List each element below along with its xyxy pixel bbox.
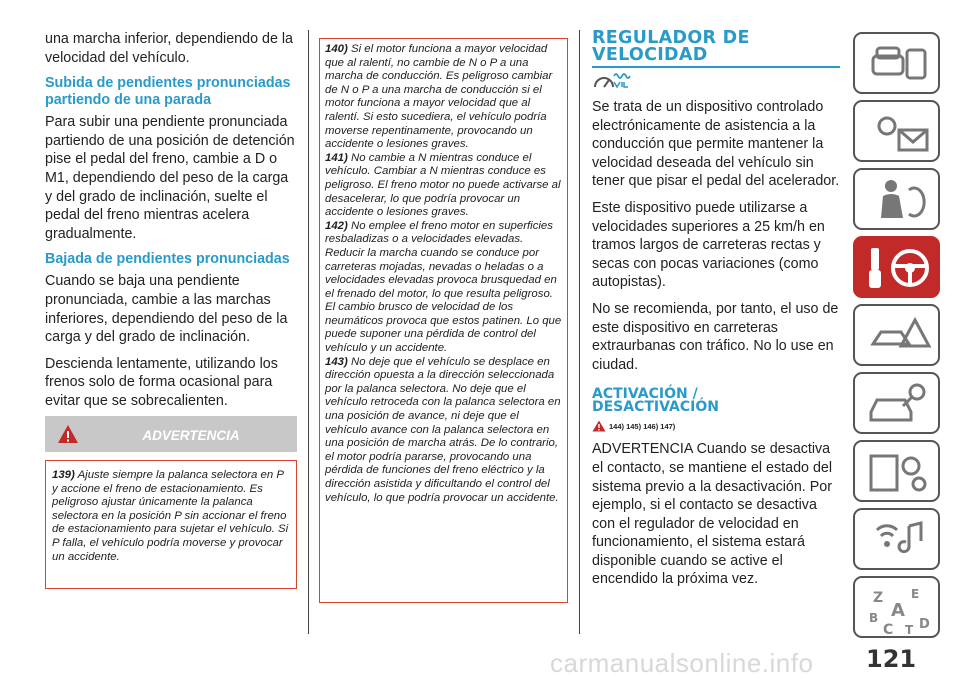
note-141 bbox=[325, 152, 562, 220]
uphill-subheading: Subida de pendientes pronunciadas partiendo de una parada bbox=[45, 75, 291, 109]
note-142 bbox=[325, 220, 562, 356]
svg-text:E: E bbox=[911, 587, 920, 601]
note-number: 141) bbox=[325, 151, 348, 164]
page-number: 121 bbox=[866, 645, 917, 673]
car-maintenance-icon bbox=[855, 374, 942, 436]
svg-text:C: C bbox=[883, 622, 894, 638]
cruise-recommendation: No se recomienda, por tanto, el uso de este dispositivo en carreteras extraurbanas con tráfico. No lo use en ciudad. bbox=[592, 300, 839, 373]
svg-text:Z: Z bbox=[873, 590, 884, 606]
column-divider bbox=[308, 30, 309, 634]
watermark: carmanualsonline.info bbox=[550, 648, 814, 678]
warning-title: ADVERTENCIA bbox=[142, 428, 240, 443]
note-143 bbox=[325, 356, 562, 506]
cruise-control-icon bbox=[592, 70, 636, 90]
note-number: 140) bbox=[325, 43, 348, 55]
brakes-paragraph: Descienda lentamente, utilizando los frenos solo de forma ocasional para evitar que se sobrecalienten. bbox=[45, 355, 278, 409]
section-heading-line2: VELOCIDAD bbox=[592, 45, 708, 65]
column-divider bbox=[579, 30, 580, 634]
svg-text:B: B bbox=[869, 611, 879, 625]
seatbelt-airbag-icon bbox=[855, 170, 942, 232]
warning-triangle-icon bbox=[592, 420, 606, 432]
note-number: 139) bbox=[52, 469, 75, 481]
warnings-column bbox=[319, 38, 568, 603]
accident-icon bbox=[855, 306, 942, 368]
note-number: 142) bbox=[325, 219, 348, 232]
warning-header bbox=[45, 416, 297, 452]
warning-lights-icon bbox=[855, 102, 942, 164]
tab-safety[interactable] bbox=[853, 168, 940, 230]
tab-maintenance[interactable] bbox=[853, 372, 940, 434]
intro-paragraph: una marcha inferior, dependiendo de la velocidad del vehículo. bbox=[45, 31, 293, 66]
note-text: Si el motor funciona a mayor velocidad que al ralentí, no cambie de N o P a una marcha de conducción. Es peligroso cambiar de N o P a una marcha de conducción si el motor funciona a mayor velocidad que al ralentí. Si esto sucediera, el vehículo podría moverse repentinamente, provocando un accidente o lesiones graves. bbox=[325, 43, 553, 151]
activation-heading bbox=[592, 388, 840, 414]
specs-gears-icon bbox=[855, 442, 942, 504]
cruise-intro: Se trata de un dispositivo controlado electrónicamente de asistencia a la conducción que permite mantener la velocidad deseada del vehículo sin tener que pisar el pedal del acelerador. bbox=[592, 99, 840, 190]
activation-heading-line1: ACTIVACIÓN / bbox=[592, 386, 698, 403]
cruise-usage: Este dispositivo puede utilizarse a velocidades superiores a 25 km/h en tramos largos de carreteras rectas y secas con pocas variaciones (como autopistas). bbox=[592, 199, 825, 291]
note-text: No deje que el vehículo se desplace en dirección opuesta a la dirección seleccionada por la palanca selectora. No deje que el vehículo retroceda con la palanca selectora en una posición de avance, ni deje que el vehículo avance con la palanca selectora en una posición de marcha atrás. De lo contrario, el motor podría pararse, provocando una pérdida de funciones del freno eléctrico y la dirección asistida y dificultando el control del vehículo, lo que podría provocar un accidente. bbox=[325, 355, 561, 504]
note-text: No emplee el freno motor en superficies resbaladizas o a velocidades elevadas. Reducir la marcha cuando se conduce por carreteras mojadas, nevadas o heladas o a velocidades elevadas provoca brusquedad en el frenado del motor, lo que resulta peligroso. El cambio brusco de velocidad de los neumáticos provoca que estos patinen. Lo que puede suponer una pérdida de control del vehículo y un accidente. bbox=[325, 219, 562, 355]
activation-heading-line2: DESACTIVACIÓN bbox=[592, 399, 719, 416]
warning-references bbox=[592, 420, 840, 432]
activation-paragraph: ADVERTENCIA Cuando se desactiva el contacto, se mantiene el estado del sistema previo a la desactivación. Por ejemplo, si el contacto se desactiva con el regulador de velocidad en funcionamiento, el sistema estará disponible cuando se active el encendido la próxima vez. bbox=[592, 441, 833, 588]
uphill-paragraph: Para subir una pendiente pronunciada partiendo de una posición de detención pise el pedal del freno, cambie a D o M1, dependiendo del peso de la carga y del grado de inclinación, suelte el pedal del freno mientras acelera gradualmente. bbox=[45, 114, 295, 242]
tab-starting-driving[interactable] bbox=[853, 236, 940, 298]
svg-text:A: A bbox=[891, 600, 905, 621]
tab-dashboard[interactable] bbox=[853, 32, 940, 94]
tab-warning-lights[interactable] bbox=[853, 100, 940, 162]
tab-emergency[interactable] bbox=[853, 304, 940, 366]
note-number: 143) bbox=[325, 355, 348, 368]
car-dashboard-icon bbox=[855, 34, 942, 96]
note-140 bbox=[325, 43, 562, 152]
index-letters-icon bbox=[855, 578, 942, 640]
warning-box bbox=[45, 460, 297, 589]
tab-technical-data[interactable] bbox=[853, 440, 940, 502]
left-column bbox=[45, 30, 297, 419]
section-heading-line1: REGULADOR DE bbox=[592, 28, 750, 48]
tab-multimedia[interactable] bbox=[853, 508, 940, 570]
downhill-subheading: Bajada de pendientes pronunciadas bbox=[45, 251, 290, 268]
tab-index[interactable] bbox=[853, 576, 940, 638]
heading-underline bbox=[592, 66, 840, 68]
downhill-paragraph: Cuando se baja una pendiente pronunciada, cambie a las marchas inferiores, dependiendo del peso de la carga y del grado de inclinación. bbox=[45, 273, 288, 346]
right-column bbox=[592, 30, 840, 589]
section-heading bbox=[592, 30, 840, 64]
note-139 bbox=[52, 469, 290, 564]
svg-text:D: D bbox=[919, 617, 930, 632]
note-text: Ajuste siempre la palanca selectora en P y accione el freno de estacionamiento. Es peligroso ajustar únicamente la palanca selectora en la posición P sin accionar el freno de estacionamiento para sujetar el vehículo. Si P falla, el vehículo podría moverse y provocar un accidente. bbox=[52, 469, 289, 563]
svg-text:T: T bbox=[905, 623, 914, 637]
reference-numbers: 144) 145) 146) 147) bbox=[609, 421, 676, 431]
multimedia-icon bbox=[855, 510, 942, 572]
key-steering-wheel-icon bbox=[855, 238, 942, 300]
note-text: No cambie a N mientras conduce el vehículo. Cambiar a N mientras conduce es peligroso. El freno motor no puede activarse al desacelerar, lo que podría provocar un accidente o lesiones graves. bbox=[325, 151, 561, 219]
